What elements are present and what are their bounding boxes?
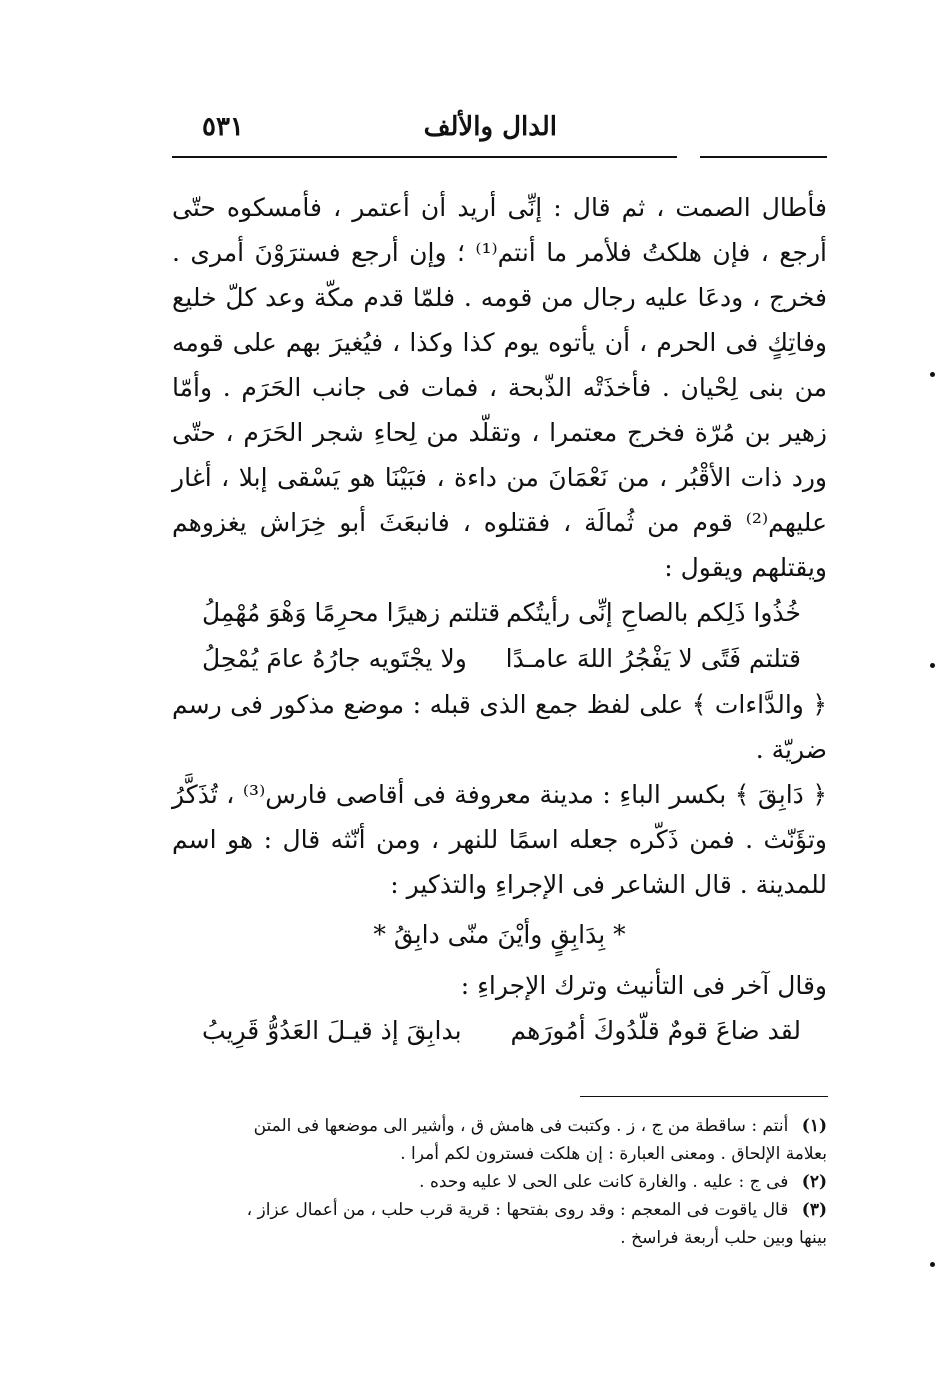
header-rule-left <box>172 156 677 158</box>
footnote-1 <box>172 1112 827 1140</box>
footnote-2-number: (٢) <box>801 1172 827 1192</box>
header-rule-right <box>700 156 827 158</box>
verse-3 <box>172 1008 827 1054</box>
margin-dot <box>930 663 935 668</box>
entry-dabiq: ﴿ دَابِقَ ﴾ بكسر الباءِ : مدينة معروفة فى أقاصى فارس⁽³⁾ ، تُذَكَّرُ وتؤَنّث . فمن ذَكّره جعله اسمًا للنهر ، ومن أنّثه قال : هو اسم للمدينة . قال الشاعر فى الإجراءِ والتذكير : <box>172 780 827 899</box>
verse-2-first-hemistich: قتلتم فَتًى لا يَفْجُرُ اللهَ عامـدًا <box>505 644 801 673</box>
half-verse: * بِدَابِقٍ وأيْنَ منّى دابِقُ * <box>373 920 626 949</box>
verse-3-first-hemistich: لقد ضاعَ قومٌ قلّدُوكَ أمُورَهم <box>510 1016 801 1045</box>
header-title: الدال والألف <box>423 112 557 142</box>
transition-line: وقال آخر فى التأنيث وترك الإجراءِ : <box>460 971 827 1000</box>
footnote-3-line-1: قال ياقوت فى المعجم : وقد روى بفتحها : قرية قرب حلب ، من أعمال عزاز ، <box>246 1200 789 1220</box>
footnote-3-line-2: بينها وبين حلب أربعة فراسخ . <box>620 1228 827 1248</box>
verse-2 <box>172 636 827 682</box>
entry-daaat: ﴿ والدَّاءات ﴾ على لفظ جمع الذى قبله : موضع مذكور فى رسم ضريّة . <box>172 690 827 764</box>
page-number: ٥٣١ <box>202 112 244 142</box>
verse-1 <box>172 590 827 636</box>
footnote-2 <box>172 1168 827 1196</box>
footnote-1-line-1: أنتم : ساقطة من ج ، ز . وكتبت فى هامش ق ، وأشير الى موضعها فى المتن <box>253 1116 789 1136</box>
verse-1-first-hemistich: خُذُوا ذَلِكم بالصاحِ إنِّى رأيتُكم <box>506 598 801 627</box>
margin-dot <box>930 372 935 377</box>
paragraph-1: فأطال الصمت ، ثم قال : إنِّى أريد أن أعتمر ، فأمسكوه حتّى أرجع ، فإن هلكتُ فلأمر ما أنتم⁽¹⁾ ؛ وإن أرجع فسترَوْنَ أمرى . فخرج ، ودعَا عليه رجال من قومه . فلمّا قدم مكّة وعد كلّ خليع وفاتِكٍ فى الحرم ، أن يأتوه يوم كذا وكذا ، فيُغيرَ بهم على قومه من بنى لِحْيان . فأخذَتْه الذّبحة ، فمات فى جانب الحَرَم . وأمّا زهير بن مُرّة فخرج معتمرا ، وتقلّد من لِحاءِ شجر الحَرَم ، حتّى ورد ذات الأقْبُر ، من نَعْمَانَ من داءة ، فبَيْنَا هو يَسْقى إبلا ، أغار عليهم⁽²⁾ قوم من ثُمالَة ، فقتلوه ، فانبعَثَ أبو خِرَاش يغزوهم ويقتلهم ويقول : <box>172 193 827 582</box>
main-text <box>172 185 827 1054</box>
footnote-1-continued <box>172 1140 827 1168</box>
footnote-1-line-2: بعلامة الإلحاق . ومعنى العبارة : إن هلكت فسترون لكم أمرا . <box>400 1144 827 1164</box>
footnote-1-number: (١) <box>801 1116 827 1136</box>
footnote-2-line-1: فى ج : عليه . والغارة كانت على الحى لا عليه وحده . <box>419 1172 789 1192</box>
verse-3-second-hemistich: بدابِقَ إذ قيـلَ العَدُوُّ قَرِيبُ <box>202 1016 462 1045</box>
running-header <box>172 112 827 152</box>
footnote-3-number: (٣) <box>801 1200 827 1220</box>
verse-1-second-hemistich: قتلتم زهيرًا محرِمًا وَهْوَ مُهْمِلُ <box>202 598 501 627</box>
margin-dot <box>930 1262 935 1267</box>
footnote-rule <box>580 1096 828 1097</box>
footnote-3-continued <box>172 1224 827 1252</box>
verse-2-second-hemistich: ولا يجْتَويه جارُهُ عامَ يُمْحِلُ <box>202 644 467 673</box>
footnotes <box>172 1112 827 1252</box>
footnote-3 <box>172 1196 827 1224</box>
